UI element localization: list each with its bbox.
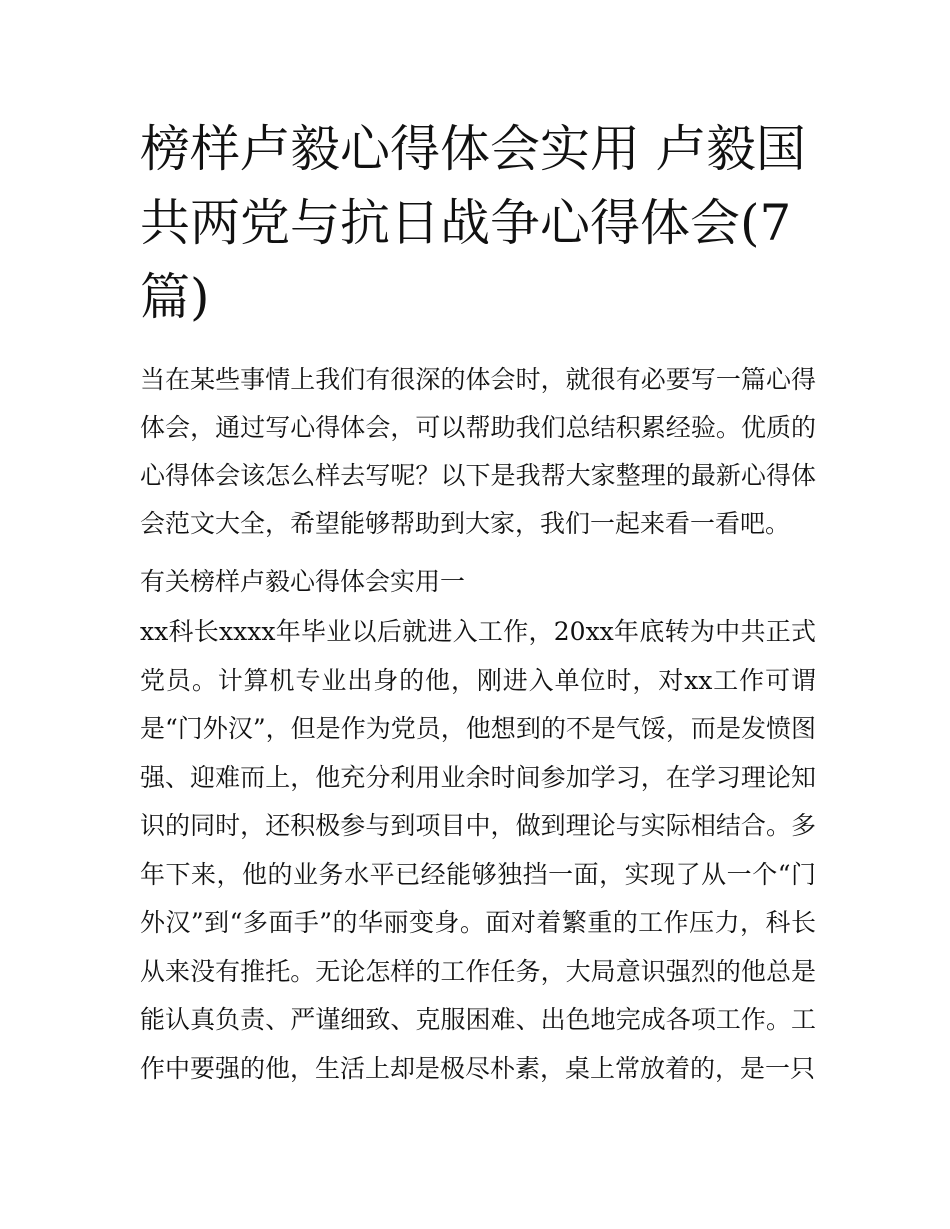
section-heading: 有关榜样卢毅心得体会实用一 [140,567,466,596]
body-paragraph: xx科长xxxx年毕业以后就进入工作，20xx年底转为中共正式党员。计算机专业出身的他，刚进入单位时，对xx工作可谓是“门外汉”，但是作为党员，他想到的不是气馁，而是发愤图强、迎难而上，他充分利用业余时间参加学习，在学习理论知识的同时，还积极参与到项目中，做到理论与实际相结合。多年下来，他的业务水平已经能够独挡一面，实现了从一个“门外汉”到“多面手”的华丽变身。面对着繁重的工作压力，科长从来没有推托。无论怎样的工作任务，大局意识强烈的他总是能认真负责、严谨细致、克服困难、出色地完成各项工作。工作中要强的他，生活上却是极尽朴素，桌上常放着的，是一只 [140,617,816,1083]
document-title: 榜样卢毅心得体会实用 卢毅国共两党与抗日战争心得体会(7篇) [140,120,806,326]
intro-paragraph: 当在某些事情上我们有很深的体会时，就很有必要写一篇心得体会，通过写心得体会，可以帮助我们总结积累经验。优质的心得体会该怎么样去写呢？以下是我帮大家整理的最新心得体会范文大全，希望能够帮助到大家，我们一起来看一看吧。 [140,365,816,538]
